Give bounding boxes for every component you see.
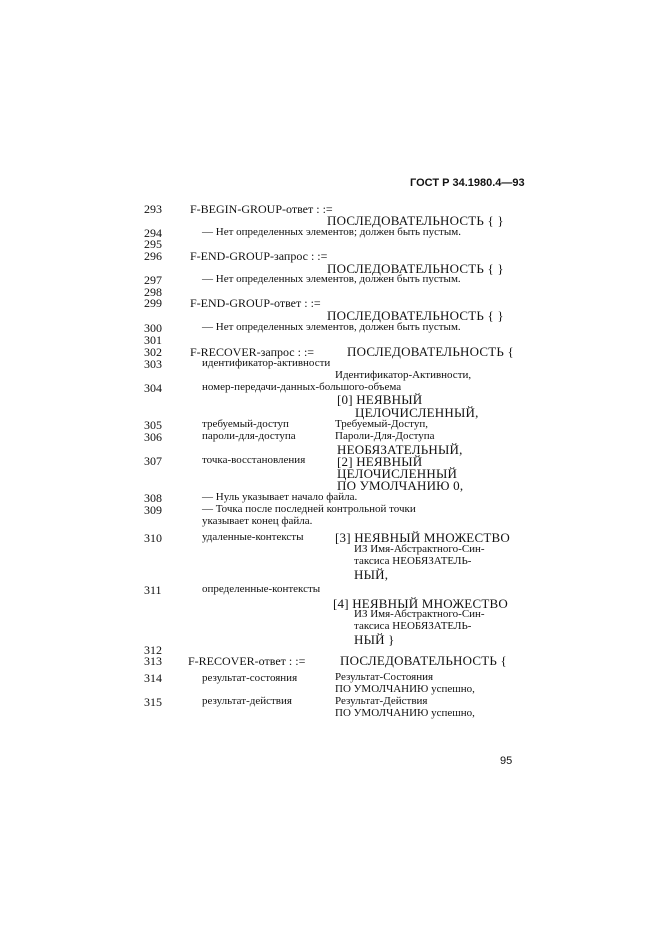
definition-name: F-RECOVER-ответ : := <box>188 654 306 668</box>
field-name: точка-восстановления <box>202 454 306 466</box>
field-type: НЫЙ } <box>354 632 395 647</box>
line-number: 306 <box>144 430 162 444</box>
line-number: 308 <box>144 491 162 505</box>
field-name: требуемый-доступ <box>202 418 289 430</box>
field-type: ПО УМОЛЧАНИЮ успешно, <box>335 683 475 695</box>
line-number: 314 <box>144 671 162 685</box>
definition-name: F-END-GROUP-ответ : := <box>190 296 321 310</box>
line-number: 313 <box>144 654 162 668</box>
comment: — Нет определенных элементов, должен быть пустым. <box>202 273 461 285</box>
field-name: идентификатор-активности <box>202 357 331 369</box>
line-number: 295 <box>144 237 162 251</box>
line-number: 293 <box>144 202 162 216</box>
field-type: таксиса НЕОБЯЗАТЕЛЬ- <box>354 555 472 567</box>
field-type: ИЗ Имя-Абстрактного-Син- <box>354 543 485 555</box>
line-number: 300 <box>144 321 162 335</box>
line-number: 305 <box>144 418 162 432</box>
line-number: 296 <box>144 249 162 263</box>
field-type: ЦЕЛОЧИСЛЕННЫЙ <box>337 466 458 481</box>
comment: — Нуль указывает начало файла. <box>202 491 358 503</box>
line-number: 309 <box>144 503 162 517</box>
line-number: 297 <box>144 273 162 287</box>
field-type: ИЗ Имя-Абстрактного-Син- <box>354 608 485 620</box>
field-type: таксиса НЕОБЯЗАТЕЛЬ- <box>354 620 472 632</box>
line-number: 302 <box>144 345 162 359</box>
comment: указывает конец файла. <box>202 515 313 527</box>
field-type: Идентификатор-Активности, <box>335 369 472 381</box>
field-type: ПО УМОЛЧАНИЮ 0, <box>337 478 464 493</box>
line-number: 310 <box>144 531 162 545</box>
field-type: Пароли-Для-Доступа <box>335 430 435 442</box>
field-type: [0] НЕЯВНЫЙ <box>337 392 423 407</box>
field-type: Требуемый-Доступ, <box>335 418 428 430</box>
field-name: результат-действия <box>202 695 292 707</box>
line-number: 307 <box>144 454 162 468</box>
line-number: 298 <box>144 285 162 299</box>
comment: — Нет определенных элементов, должен быть пустым. <box>202 321 461 333</box>
type-spec: ПОСЛЕДОВАТЕЛЬНОСТЬ { } <box>327 261 504 276</box>
comment: — Нет определенных элементов; должен быть пустым. <box>202 226 461 238</box>
definition-name: F-BEGIN-GROUP-ответ : := <box>190 202 333 216</box>
field-type: ЦЕЛОЧИСЛЕННЫЙ, <box>355 405 479 420</box>
type-spec: ПОСЛЕДОВАТЕЛЬНОСТЬ { } <box>327 308 504 323</box>
field-type: Результат-Состояния <box>335 671 434 683</box>
field-type: [3] НЕЯВНЫЙ МНОЖЕСТВО <box>335 530 510 545</box>
field-name: определенные-контексты <box>202 583 321 595</box>
field-name: пароли-для-доступа <box>202 430 296 442</box>
definition-name: F-END-GROUP-запрос : := <box>190 249 328 263</box>
field-type: ПО УМОЛЧАНИЮ успешно, <box>335 707 475 719</box>
definition-name: F-RECOVER-запрос : := <box>190 345 315 359</box>
field-type: Результат-Действия <box>335 695 428 707</box>
line-number: 315 <box>144 695 162 709</box>
field-type: [2] НЕЯВНЫЙ <box>337 454 423 469</box>
page-number: 95 <box>500 755 513 767</box>
field-name: удаленные-контексты <box>202 531 304 543</box>
field-name: результат-состояния <box>202 672 298 684</box>
field-type: НЫЙ, <box>354 567 389 582</box>
line-number: 294 <box>144 226 162 240</box>
field-name: номер-передачи-данных-большого-объема <box>202 381 402 393</box>
line-number: 303 <box>144 357 162 371</box>
comment: — Точка после последней контрольной точки <box>202 503 416 515</box>
line-number: 299 <box>144 296 162 310</box>
type-spec: ПОСЛЕДОВАТЕЛЬНОСТЬ { } <box>327 213 504 228</box>
line-number: 311 <box>144 583 162 597</box>
line-number: 304 <box>144 381 162 395</box>
type-spec: ПОСЛЕДОВАТЕЛЬНОСТЬ { <box>347 344 514 359</box>
field-type: [4] НЕЯВНЫЙ МНОЖЕСТВО <box>333 596 508 611</box>
field-type: НЕОБЯЗАТЕЛЬНЫЙ, <box>337 442 463 457</box>
document-header: ГОСТ Р 34.1980.4—93 <box>410 177 525 189</box>
line-number: 301 <box>144 333 162 347</box>
line-number: 312 <box>144 643 162 657</box>
type-spec: ПОСЛЕДОВАТЕЛЬНОСТЬ { <box>340 653 507 668</box>
